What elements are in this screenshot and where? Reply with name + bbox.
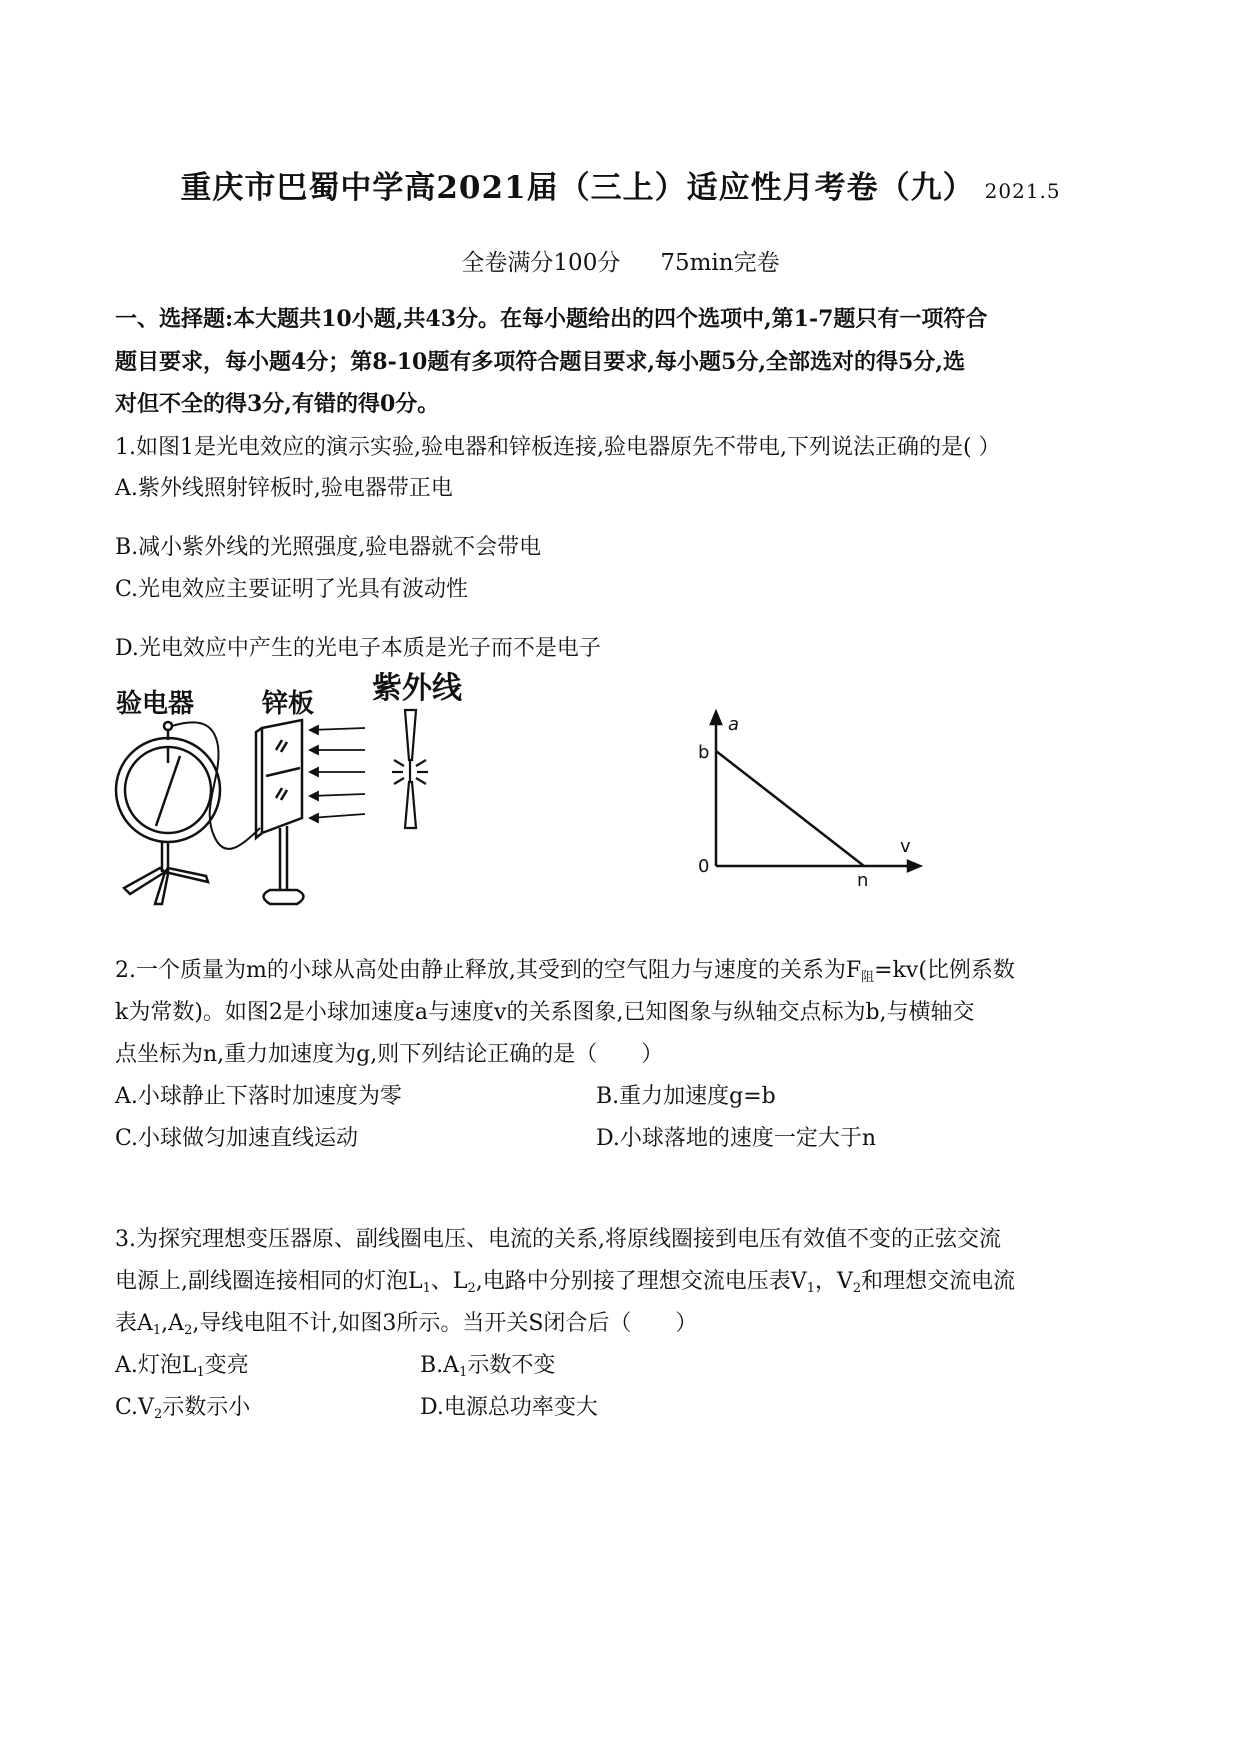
q3-text: A.灯泡L bbox=[115, 1353, 197, 1378]
q2-stem-part: 2.一个质量为m的小球从高处由静止释放,其受到的空气阻力与速度的关系为F bbox=[115, 958, 862, 983]
q3-subscript: 1 bbox=[459, 1365, 468, 1380]
q3-subscript: 2 bbox=[184, 1323, 193, 1338]
a-v-line bbox=[716, 751, 864, 866]
q1-option-c: C.光电效应主要证明了光具有波动性 bbox=[115, 577, 469, 602]
q2-stem-part: =kv(比例系数 bbox=[874, 958, 1015, 983]
electroscope-icon bbox=[116, 722, 220, 904]
exam-subtitle bbox=[0, 244, 1241, 277]
label-ultraviolet: 紫外线 bbox=[372, 671, 462, 706]
q3-subscript: 2 bbox=[153, 1407, 163, 1422]
q1-option-b: B.减小紫外线的光照强度,验电器就不会带电 bbox=[115, 535, 542, 560]
q3-text: 示数示小 bbox=[162, 1395, 251, 1420]
q2-stem-line2: k为常数)。如图2是小球加速度a与速度v的关系图象,已知图象与纵轴交点标为b,与横轴交 bbox=[115, 1000, 975, 1025]
q2-stem-line3: 点坐标为n,重力加速度为g,则下列结论正确的是（ ） bbox=[115, 1042, 664, 1067]
figure-1-photoelectric-apparatus bbox=[110, 668, 490, 908]
title-text: 重庆市巴蜀中学高2021届（三上）适应性月考卷（九） bbox=[180, 170, 975, 206]
section1-instructions-line1: 一、选择题:本大题共10小题,共43分。在每小题给出的四个选项中,第1-7题只有一项符合 bbox=[115, 306, 988, 332]
q3-stem-line3 bbox=[115, 1306, 697, 1338]
q3-text: 变亮 bbox=[204, 1353, 249, 1378]
q3-option-a bbox=[115, 1348, 249, 1380]
q2-subscript: 阻 bbox=[861, 970, 875, 985]
q3-stem-line1: 3.为探究理想变压器原、副线圈电压、电流的关系,将原线圈接到电压有效值不变的正弦交流 bbox=[115, 1227, 1001, 1252]
q1-option-d: D.光电效应中产生的光电子本质是光子而不是电子 bbox=[115, 636, 601, 661]
q3-text: 表A bbox=[115, 1311, 153, 1336]
q3-text: 、L bbox=[430, 1269, 468, 1294]
light-rays bbox=[310, 726, 365, 822]
q3-option-b bbox=[420, 1348, 555, 1380]
q3-text: ,A bbox=[161, 1311, 185, 1336]
q3-text: ,导线电阻不计,如图3所示。当开关S闭合后（ ） bbox=[192, 1311, 698, 1336]
time-limit-text: 75min完卷 bbox=[660, 250, 780, 276]
x-axis-arrow bbox=[908, 861, 920, 871]
figure-2-acceleration-velocity-graph bbox=[690, 708, 940, 888]
q2-option-c: C.小球做匀加速直线运动 bbox=[115, 1126, 359, 1151]
full-score-text: 全卷满分100分 bbox=[461, 250, 621, 276]
q2-option-a: A.小球静止下落时加速度为零 bbox=[115, 1084, 402, 1109]
q3-option-d: D.电源总功率变大 bbox=[420, 1395, 598, 1420]
exam-title bbox=[0, 162, 1241, 207]
q3-text: ,电路中分别接了理想交流电压表V bbox=[475, 1269, 807, 1294]
origin-label: 0 bbox=[698, 856, 710, 877]
q3-text: 电源上,副线圈连接相同的灯泡L bbox=[115, 1269, 423, 1294]
section1-instructions-line3: 对但不全的得3分,有错的得0分。 bbox=[115, 391, 440, 417]
q3-text: ，V bbox=[814, 1269, 853, 1294]
label-zinc-plate: 锌板 bbox=[262, 689, 315, 719]
q1-option-a: A.紫外线照射锌板时,验电器带正电 bbox=[115, 476, 453, 501]
q3-subscript: 2 bbox=[852, 1281, 862, 1296]
q3-text: 和理想交流电流 bbox=[861, 1269, 1016, 1294]
y-axis-arrow bbox=[711, 712, 721, 724]
q3-subscript: 1 bbox=[152, 1323, 162, 1338]
zinc-plate-icon bbox=[256, 720, 304, 904]
q3-subscript: 1 bbox=[806, 1281, 815, 1296]
q3-option-c bbox=[115, 1390, 250, 1422]
q3-text: 示数不变 bbox=[467, 1353, 556, 1378]
q3-subscript: 1 bbox=[422, 1281, 431, 1296]
q3-subscript: 1 bbox=[196, 1365, 205, 1380]
x-intercept-label: n bbox=[857, 870, 869, 888]
y-intercept-label: b bbox=[698, 742, 710, 763]
q2-stem-line1 bbox=[115, 953, 1015, 985]
y-axis-label: a bbox=[728, 714, 740, 735]
exam-date: 2021.5 bbox=[984, 179, 1061, 203]
uv-lamp-icon bbox=[392, 710, 428, 828]
section1-instructions-line2: 题目要求，每小题4分；第8-10题有多项符合题目要求,每小题5分,全部选对的得5分,选 bbox=[115, 349, 965, 375]
q2-option-d: D.小球落地的速度一定大于n bbox=[596, 1126, 877, 1151]
q3-subscript: 2 bbox=[467, 1281, 476, 1296]
q3-stem-line2 bbox=[115, 1264, 1015, 1296]
q3-text: B.A bbox=[420, 1353, 460, 1378]
label-electroscope: 验电器 bbox=[116, 689, 195, 719]
x-axis-label: v bbox=[900, 836, 911, 857]
q1-stem: 1.如图1是光电效应的演示实验,验电器和锌板连接,验电器原先不带电,下列说法正确的是( ） bbox=[115, 435, 1001, 460]
q2-option-b: B.重力加速度g=b bbox=[596, 1084, 776, 1109]
q3-text: C.V bbox=[115, 1395, 154, 1420]
